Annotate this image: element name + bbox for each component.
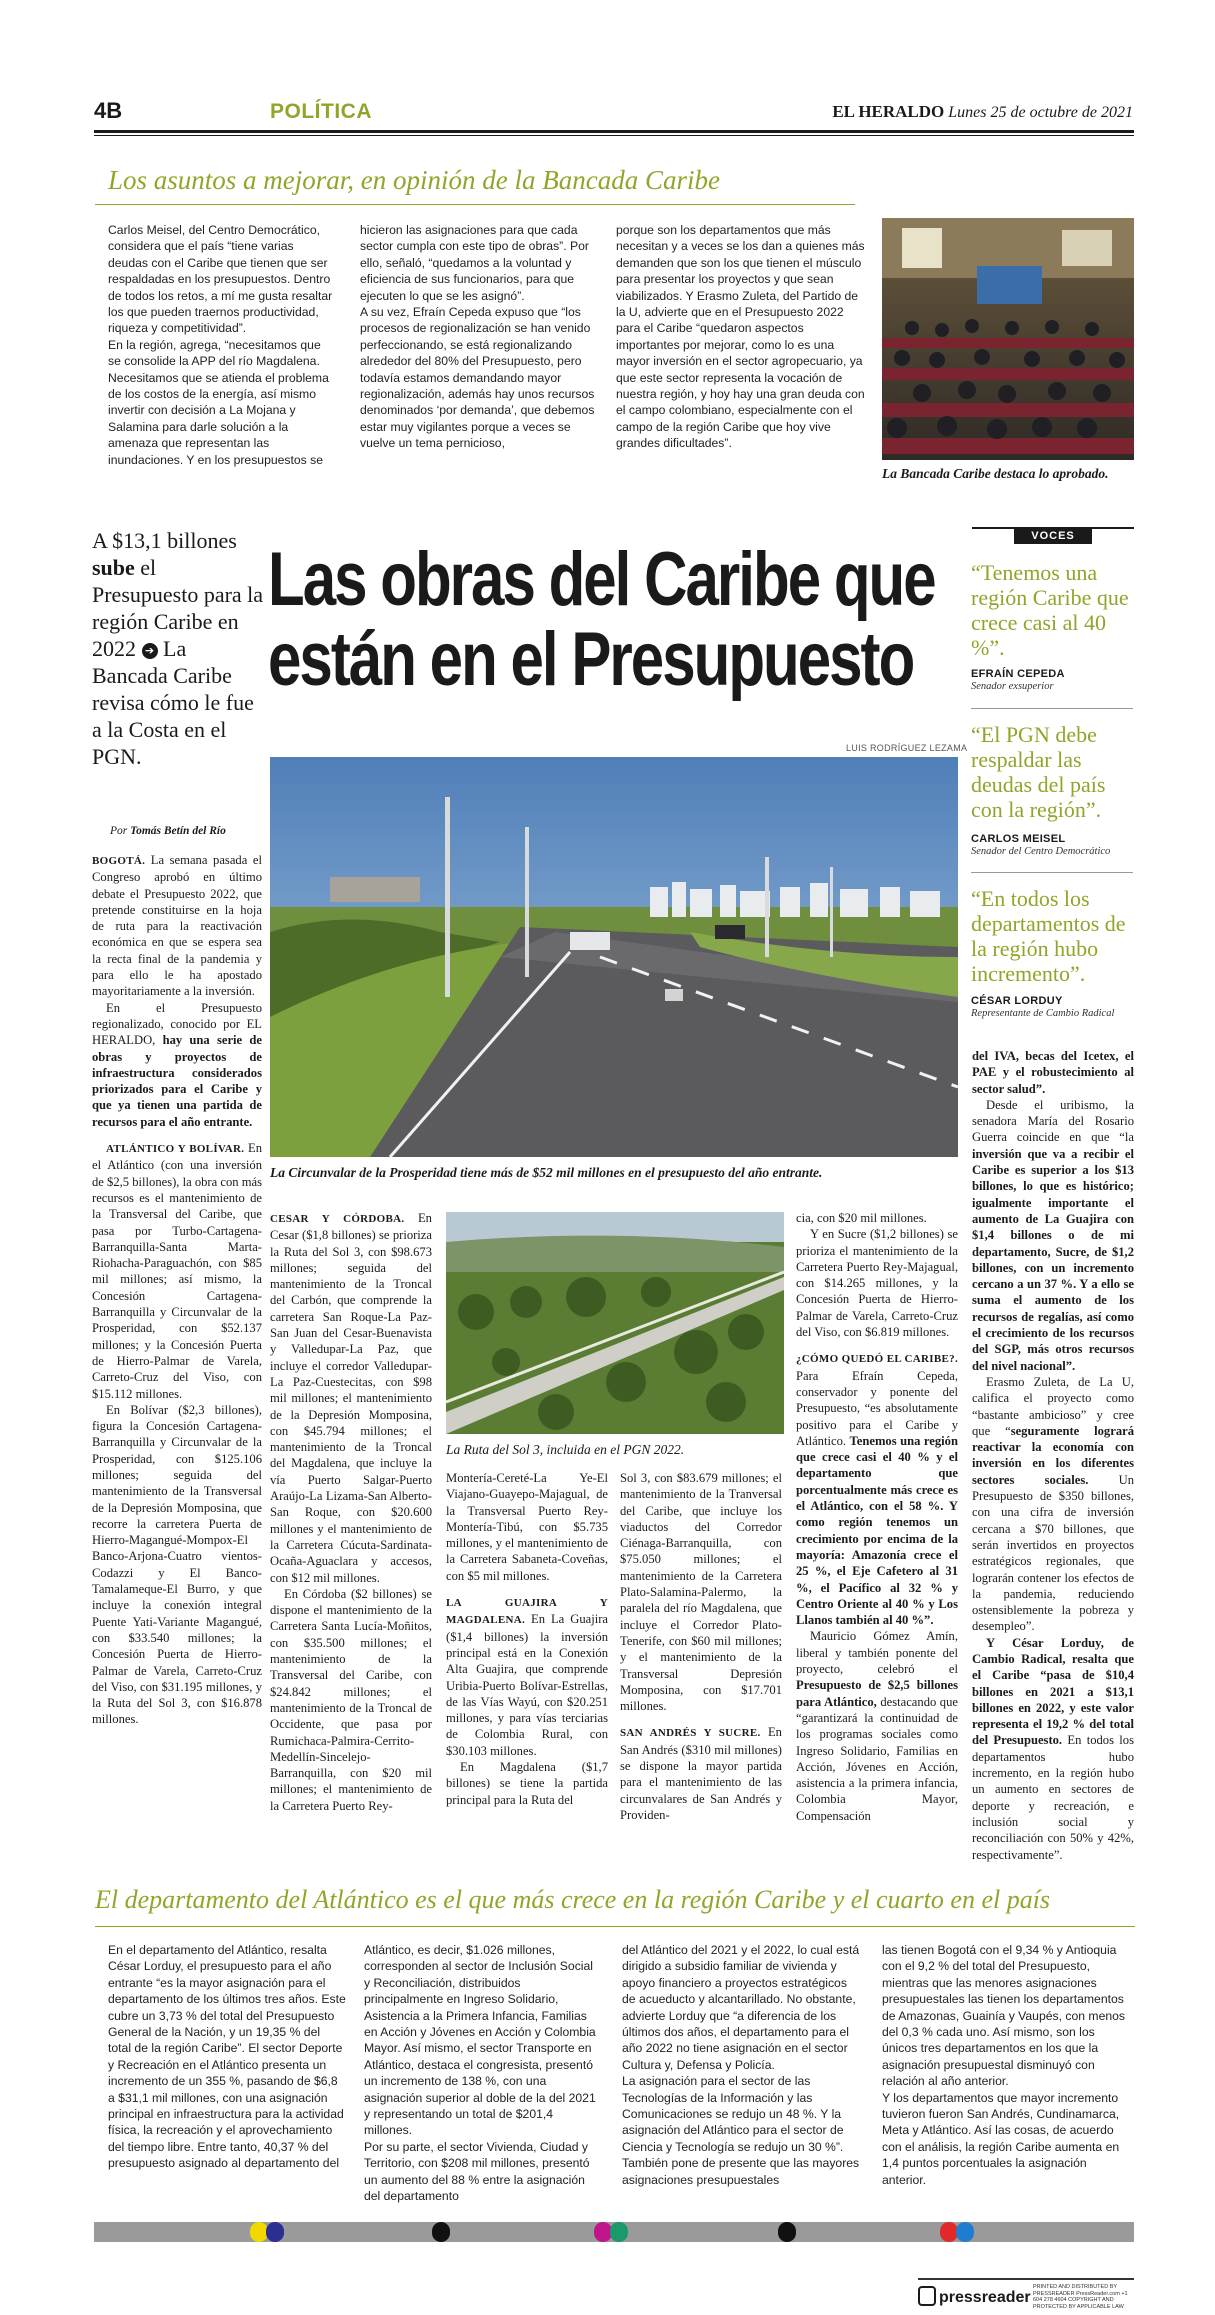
quote-meisel-role: Senador del Centro Democrático — [971, 846, 1111, 857]
congress-photo-caption: La Bancada Caribe destaca lo aprobado. — [882, 466, 1109, 481]
masthead — [832, 102, 1133, 122]
bottom-story-rule — [95, 1926, 1135, 1927]
ruta-del-sol-photo-image — [446, 1212, 784, 1434]
quote-lorduy: “En todos los departamentos de la región hubo incremento”. — [971, 886, 1126, 986]
pressreader-icon — [918, 2286, 936, 2306]
paper-name: EL HERALDO — [832, 102, 945, 121]
road-photo-caption: La Circunvalar de la Prosperidad tiene más de $52 mil millones en el presupuesto del año entrante. — [270, 1165, 823, 1180]
body-column-4: Sol 3, con $83.679 millones; el mantenimiento de la Tranversal del Caribe, que incluye los viaductos del Corredor Ciénaga-Barranquilla, con $75.050 millones; el mantenimiento de la Carretera Plato-Salamina-Palermo, la paralela del río Magdalena, que incluye el Corredor Plato-Tenerife, con $60 mil millones; y el mantenimiento de la Transversal Depresión Momposina, con $17.701 millones. SAN ANDRÉS Y SUCRE. En San Andrés ($310 mil millones) se dispone la mayor partida para el mantenimiento de las circunvalares de San Andrés y Providen- — [620, 1471, 782, 1822]
bottom-story-column-4: las tienen Bogotá con el 9,34 % y Antioquia con el 9,2 % del total del Presupuesto, mientras que las menores asignaciones presupuestales las tienen los departamentos de Amazonas, Guainía y Vaupés, con menos del 0,3 % cada uno. Así mismo, son los únicos tres departamentos en los que la asignación presupuestal disminuyó con relación al año anterior. Y los departamentos que mayor incremento tuvieron fueron San Andrés, Cundinamarca, Meta y Atlántico. Así las cosas, de acuerdo con el análisis, la región Caribe aumenta en 1,4 puntos porcentuales la asignación anterior. — [882, 1943, 1125, 2187]
pressreader-logo: pressreader — [918, 2286, 1031, 2307]
header-rule — [94, 130, 1134, 133]
ruta-del-sol-caption: La Ruta del Sol 3, incluida en el PGN 2022. — [446, 1442, 685, 1457]
quote-meisel: “El PGN debe respaldar las deudas del país con la región”. — [971, 722, 1106, 822]
road-photo — [270, 757, 958, 1157]
bottom-story-headline: El departamento del Atlántico es el que más crece en la región Caribe y el cuarto en el país — [95, 1885, 1051, 1914]
body-column-2: CESAR Y CÓRDOBA. En Cesar ($1,8 billones) se prioriza la Ruta del Sol 3, con $98.673 millones; seguida del mantenimiento de la Troncal del Carbón, que comprende la carretera San Roque-La Paz-San Juan del Cesar-Buenavista y Valledupar-La Paz, que incluye el corredor Valledupar-La Paz-Cuestecitas, con $98 mil millones; el mantenimiento de la Depresión Momposina, con $45.794 millones; el mantenimiento de la Troncal del Magdalena, que incluye la vía Puerto Salgar-Puerto Araújo-La Lizama-San Alberto-San Roque, con $20.600 millones y el mantenimiento de la Carretera Cúcuta-Sardinata-Ocaña-Aguaclara y accesos, con $12 mil millones. En Córdoba ($2 billones) se dispone el mantenimiento de la Carretera Santa Lucía-Moñitos, con $35.500 millones; el mantenimiento de la Transversal del Caribe, con $24.842 millones; el mantenimiento de la Troncal de Occidente, que pasa por Rumichaca-Palmira-Cerrito-Medellín-Sincelejo-Barranquilla, con $20 mil millones; el mantenimiento de la Carretera Puerto Rey- — [270, 1211, 432, 1813]
body-column-6: del IVA, becas del Icetex, el PAE y el robustecimiento al sector salud”. Desde el uribismo, la senadora María del Rosario Guerra coincide en que “la inversión que va a recibir el Caribe es superior a los $13 billones, lo que es histórico; igualmente importante el aumento de La Guajira con $1,4 billones o de mi departamento, Sucre, de $1,2 billones, con un incremento cercano a un 37 %. Y a ello se suma el aumento de los recursos de regalías, así como el crecimiento de los recursos del SGP, más otros recursos del nivel nacional”. Erasmo Zuleta, de La U, califica el proyecto como “bastante ambicioso” y cree que “seguramente logrará reactivar la economía con inversión en los diferentes sectores sociales. Un Presupuesto de $350 billones, con una cifra de inversión cercana a $70 billones, que serán invertidos en proyectos estratégicos regionales, que lograrán contener los efectos de la pandemia, reduciendo ostensiblemente la pobreza y desempleo”. Y César Lorduy, de Cambio Radical, resalta que el Caribe “pasa de $10,4 billones en 2021 a $13,1 billones en 2022, y este valor representa el 19,2 % del total del Presupuesto. En todos los departamentos hubo incremento, en la región hubo un aumento en sectores de deporte y recreación, e inclusión social y reconciliación con 50% y 42%, respectivamente”. — [972, 1049, 1135, 1862]
quote-divider — [971, 708, 1133, 709]
quote-meisel-name: CARLOS MEISEL — [971, 833, 1066, 845]
body-column-5: cia, con $20 mil millones. Y en Sucre ($1,2 billones) se prioriza el mantenimiento de la Carretera Puerto Rey-Majagual, con $14.265 millones, y la Concesión Puerta de Hierro-Palmar de Varela, Carreto-Cruz del Viso, con $6.819 millones. ¿CÓMO QUEDÓ EL CARIBE?. Para Efraín Cepeda, conservador y ponente del Presupuesto, “es absolutamente positivo para el Caribe y Atlántico. Tenemos una región que crece casi el 40 % y el departamento que porcentualmente más crece es el Atlántico, con el 58 %. Y como región tenemos un crecimiento por encima de la mayoría: Amazonía crece el 25 %, el Eje Cafetero al 31 %, el Pacífico al 32 % y Centro Oriente al 40 % y Los Llanos también al 40 %”. Mauricio Gómez Amín, liberal y también ponente del proyecto, celebró el Presupuesto de $2,5 billones para Atlántico, destacando que “garantizará la continuidad de los programas sociales como Ingreso Solidario, Familias en Acción, Jóvenes en Acción, asistencia a la primera infancia, Colombia Mayor, Compensación — [796, 1211, 958, 1823]
bottom-story-column-3: del Atlántico del 2021 y el 2022, lo cual está dirigido a subsidio familiar de vivienda y apoyo financiero a proyectos estratégicos de acueducto y alcantarillado. No obstante, advierte Lorduy que “a diferencia de los últimos dos años, el departamento para el año 2022 no tiene asignación en el sector Cultura y, Defensa y Policía. La asignación para el sector de las Tecnologías de la Información y las Comunicaciones se redujo un 48 %. Y la asignación del Atlántico para el sector de Ciencia y Tecnología se redujo un 30 %”. También pone de presente que las mayores asignaciones presupuestales — [622, 1943, 860, 2187]
arrow-icon: ➔ — [142, 643, 158, 659]
top-story-column-2: hicieron las asignaciones para que cada sector cumpla con este tipo de obras”. Por ello, señaló, “quedamos a la voluntad y eficiencia de sus funcionarios, para que ejecuten lo que se les asignó”. A su vez, Efraín Cepeda expuso que “los procesos de regionalización se han venido perfeccionando, se está regionalizando alrededor del 80% del Presupuesto, pero todavía estamos demandando mayor regionalización, además hay unos recursos denominados ‘por demanda’, que debemos estar muy vigilantes porque a veces se vuelve un tema pernicioso, — [360, 223, 595, 451]
registration-dot-black — [778, 2222, 796, 2242]
bottom-story-column-2: Atlántico, es decir, $1.026 millones, corresponden al sector de Inclusión Social y Reconciliación, distribuidos principalmente en Ingreso Solidario, Asistencia a la Primera Infancia, Familias en Acción y Jóvenes en Acción y Colombia Mayor. Así mismo, el sector Transporte en Atlántico, destaca el congresista, presentó un incremento de 138 %, con una asignación superior al doble de la del 2021 y representando un total de $201,4 millones. Por su parte, el sector Vivienda, Ciudad y Territorio, con $208 mil millones, presentó un aumento del 88 % entre la asignación del departamento — [364, 1943, 596, 2204]
ruta-del-sol-photo — [446, 1212, 784, 1434]
quote-cepeda-name: EFRAÍN CEPEDA — [971, 668, 1065, 680]
issue-date: Lunes 25 de octubre de 2021 — [948, 104, 1133, 121]
road-photo-image — [270, 757, 958, 1157]
byline: Por Tomás Betín del Río — [110, 825, 226, 837]
body-column-1: BOGOTÁ. La semana pasada el Congreso aprobó en último debate el Presupuesto 2022, que pretende constituirse en la hoja de ruta para la reactivación económica en que se espera sea la recta final de la pandemia y para ello le ha apostado mayoritariamente a la inversión. En el Presupuesto regionalizado, conocido por EL HERALDO, hay una serie de obras y proyectos de infraestructura considerados priorizados para el Caribe y que ya tienen una partida de recursos para el año entrante. ATLÁNTICO Y BOLÍVAR. En el Atlántico (con una inversión de $2,5 billones), la obra con más recursos es el mantenimiento de la Transversal del Caribe, que pasa por Turbo-Cartagena-Barranquilla-Santa Marta-Riohacha-Paraguachón, con $85 mil millones; así mismo, la Concesión Cartagena-Barranquilla y Circunvalar de la Prosperidad, con $52.137 millones; y la Concesión Puerta de Hierro-Palmar de Varela, Carreto-Cruz del Viso, con $15.112 millones. En Bolívar ($2,3 billones), figura la Concesión Cartagena-Barranquilla y Circunvalar de la Prosperidad, con $125.106 millones; seguida del mantenimiento de la Transversal de la Depresión Momposina, que recorre la carretera Puerta de Hierro-Magangué-Mompox-El Banco-Arjona-Cuatro vientos-Codazzi y El Banco-Tamalameque-El Burro, y que incluye la conexión integral Puente Yati-Variante Magangué, con $33.540 millones; la Concesión Puerta de Hierro-Palmar de Varela, Carreto-Cruz del Viso, con $31.195 millones, y la Ruta del Sol 3, con $16.878 millones. — [92, 853, 263, 1727]
top-story-headline: Los asuntos a mejorar, en opinión de la Bancada Caribe — [108, 165, 720, 195]
registration-dot-cyan — [956, 2222, 974, 2242]
body-column-3: Montería-Cereté-La Ye-El Viajano-Guayepo-Majagual, de la Transversal Puerto Rey-Montería-Tibú, con $5.735 millones, y el mantenimiento de la Carretera Sabaneta-Coveñas, con $5 mil millones. LA GUAJIRA Y MAGDALENA. En La Guajira ($1,4 billones) la inversión principal está en la Conexión Alta Guajira, que comprende Uribia-Puerto Bolívar-Estrellas, de las Vías Wayú, con $20.251 millones, y para vías terciarias de Colombia Rural, con $30.103 millones. En Magdalena ($1,7 billones) se tiene la partida principal para la Ruta del — [446, 1471, 608, 1807]
section-name: POLÍTICA — [270, 100, 372, 123]
lede: A $13,1 billones sube el Presupuesto para la región Caribe en 2022 ➔ La Bancada Caribe revisa cómo le fue a la Costa en el PGN. — [92, 528, 264, 769]
quote-divider — [971, 872, 1133, 873]
top-story-column-1: Carlos Meisel, del Centro Democrático, considera que el país “tiene varias deudas con el Caribe que tienen que ser respaldadas en los presupuestos. Dentro de todos los retos, a mí me gusta resaltar los que pueden traernos productividad, riqueza y competitividad”. En la región, agrega, “necesitamos que se consolide la APP del río Magdalena. Necesitamos que se atienda el problema de los costos de la energía, así mismo invertir con decisión a La Mojana y Salamina para darle solución a la amenaza que representan las inundaciones. Y en los presupuestos se — [108, 223, 333, 467]
registration-dot-blue — [266, 2222, 284, 2242]
bottom-story-column-1: En el departamento del Atlántico, resalta César Lorduy, el presupuesto para el año entrante “es la mayor asignación para el departamento de los últimos tres años. Este cubre un 3,73 % del total del Presupuesto General de la Nación, y un 19,35 % del total de la región Caribe”. El sector Deporte y Recreación en el Atlántico presenta un incremento de un 355 %, pasando de $6,8 a $31,1 mil millones, con una asignación principal en infraestructura para la actividad física, la recreación y el aprovechamiento del tiempo libre. Entre tanto, 40,37 % del presupuesto asignado al departamento del — [108, 1943, 346, 2171]
quote-lorduy-role: Representante de Cambio Radical — [971, 1008, 1115, 1019]
quote-cepeda: “Tenemos una región Caribe que crece casi al 40 %”. — [971, 560, 1129, 660]
quote-cepeda-role: Senador exsuperior — [971, 681, 1054, 692]
congress-photo-image — [882, 218, 1134, 460]
registration-dot-black — [432, 2222, 450, 2242]
pressreader-notice: PRINTED AND DISTRIBUTED BY PRESSREADER PressReader.com +1 604 278 4604 COPYRIGHT AND PROTECTED BY APPLICABLE LAW — [1033, 2284, 1128, 2310]
voices-tag: VOCES — [972, 527, 1134, 543]
main-headline: Las obras del Caribe que están en el Presupuesto — [268, 537, 935, 702]
photo-credit: LUIS RODRÍGUEZ LEZAMA — [846, 743, 968, 753]
header-rule-thin — [94, 135, 1134, 136]
top-story-rule — [95, 204, 855, 205]
congress-photo — [882, 218, 1134, 460]
quote-lorduy-name: CÉSAR LORDUY — [971, 995, 1063, 1007]
page-number: 4B — [94, 98, 123, 123]
pressreader-badge — [918, 2278, 1134, 2310]
top-story-column-3: porque son los departamentos que más necesitan y a veces se los dan a quienes más demanden que son los que tienen el músculo para presentar los proyectos y que sean viabilizados. Y Erasmo Zuleta, del Partido de la U, advierte que en el Presupuesto 2022 para el Caribe “quedaron aspectos importantes por mejorar, como lo es una mayor inversión en el sector agropecuario, ya que este sector representa la vocación de nuestra región, y hoy hay una gran deuda con el campo colombiano, especialmente con el campo de la región Caribe que hoy vive grandes dificultades”. — [616, 223, 865, 451]
registration-dot-green — [610, 2222, 628, 2242]
